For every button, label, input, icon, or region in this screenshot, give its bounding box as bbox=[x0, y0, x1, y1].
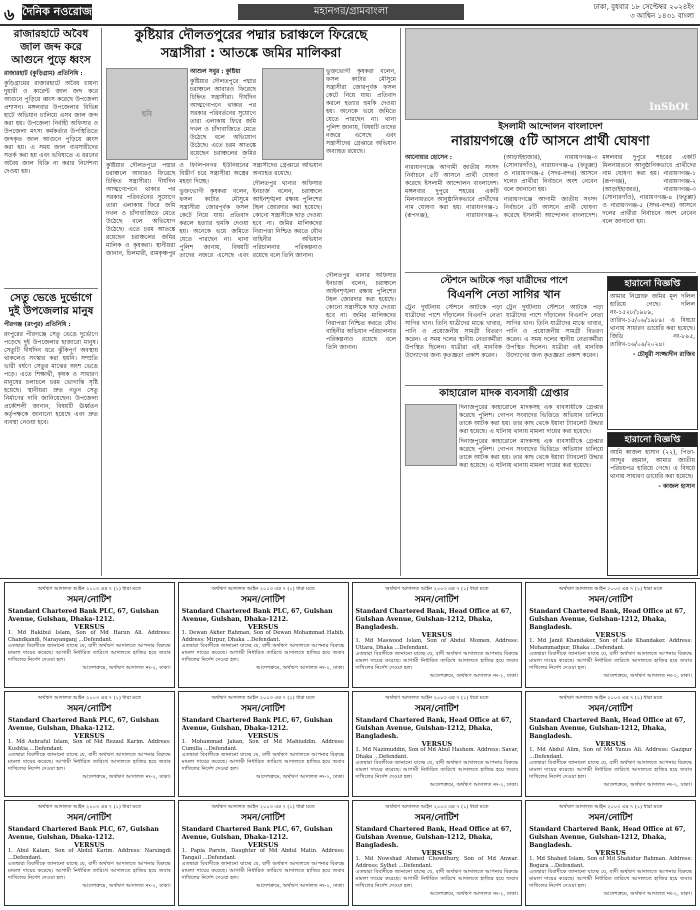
main-story-col-d bbox=[326, 272, 396, 574]
divider bbox=[0, 578, 700, 579]
byline: আনোয়ার হোসেন : bbox=[405, 154, 452, 161]
versus: VERSUS bbox=[595, 739, 626, 748]
legal-notice bbox=[352, 582, 523, 688]
legal-notice bbox=[352, 691, 523, 797]
legal-notice bbox=[4, 691, 175, 797]
versus: VERSUS bbox=[74, 622, 105, 631]
story-photo bbox=[262, 68, 324, 160]
defendant: 1. Mohammad Jahan, Son of Md Mahiuddin. Address: Cumilla ...Defendant. bbox=[181, 739, 345, 752]
byline: রাজারহাট (কুড়িগ্রাম) প্রতিনিধি : bbox=[4, 70, 83, 77]
notice-title: সমন/নোটিশ bbox=[241, 594, 286, 605]
versus: VERSUS bbox=[421, 630, 453, 639]
bottom-story-body bbox=[459, 404, 603, 574]
legal-notice bbox=[4, 800, 175, 906]
mid-story-body bbox=[405, 304, 603, 382]
notice-signature: আদেশক্রমে, অর্থঋণ আদালত নং-২, ঢাকা। bbox=[429, 891, 519, 898]
legal-notice bbox=[525, 691, 696, 797]
legal-notice bbox=[525, 800, 696, 906]
page-header bbox=[0, 0, 700, 26]
story-body: দৌলতপুর থানার অফিসার ইনচার্জ বলেন, চরাঞ্চলে আইনশৃঙ্খলা রক্ষায় পুলিশের টহল জোরদার করা হয়েছে। কোনো সন্ত্রাসীকে ছাড় দেওয়া হবে না। জমির মালিকদের নিরাপত্তা নিশ্চিত করতে যৌথ বাহিনীর অভিযান পরিচালনার পরিকল্পনাও রয়েছে বলে তিনি জানান। bbox=[252, 180, 322, 259]
notice-signature: আদেশক্রমে, অর্থঋণ আদালত নং-২, ঢাকা। bbox=[603, 673, 692, 680]
defendant: 1. Papia Parvin, Daughter of Md Abdul Matin. Address: Tangail ...Defendant. bbox=[181, 848, 345, 861]
left-story-2 bbox=[4, 292, 98, 574]
versus: VERSUS bbox=[247, 840, 279, 849]
byline: আশুল সবুর : কুষ্টিয়া bbox=[190, 68, 241, 75]
court-reference: অর্থঋণ আদালত আইন ২০০৩ এর ৭ (১) ধারা মতে bbox=[211, 586, 315, 592]
mid-headline-1: স্টেশনে আটকে পড়া যাত্রীদের পাশে bbox=[440, 276, 568, 286]
divider bbox=[4, 288, 98, 289]
defendant: 1. Md Nazimuddin, Son of Md Abul Hashem. Address: Savar, Dhaka ...Defendant. bbox=[355, 747, 519, 760]
section-title: মহানগর/গ্রামবাংলা bbox=[238, 4, 464, 20]
notice-signature: আদেশক্রমে, অর্থঋণ আদালত নং-২, ঢাকা। bbox=[603, 891, 692, 898]
right-headline: নারায়ণগঞ্জে ৫টি আসনে প্রার্থী ঘোষণা bbox=[451, 134, 650, 149]
court-reference: অর্থঋণ আদালত আইন ২০০৩ এর ৭ (১) ধারা মতে bbox=[559, 586, 663, 592]
plaintiff-bank: Standard Chartered Bank, Head Office at 67, Gulshan Avenue, Gulshan-1212, Dhaka, Bangladesh. bbox=[529, 716, 686, 740]
notice-body: আমার নিম্নোক্ত জমির মূল দলিল হারিয়ে গেছে। দলিল নং-১৫২৮/১৯৮৯, তারিখ-১৫/০৬/১৯৮৯। এ বিষয়ে থানায় সাধারণ ডায়েরি করা হয়েছে। জিডি নং-৮৯৫, তারিখ-১৬/০৯/২০২৪। - চৌধুরী সাজ্জাদীন রাজিব bbox=[610, 293, 695, 358]
notice-signature: আদেশক্রমে, অর্থঋণ আদালত নং-২, ঢাকা। bbox=[429, 782, 519, 789]
notice-signature: আদেশক্রমে, অর্থঋণ আদালত নং-২, ঢাকা। bbox=[82, 774, 171, 781]
notice-signature: আদেশক্রমে, অর্থঋণ আদালত নং-২, ঢাকা। bbox=[429, 673, 519, 680]
story-photo: InShOt bbox=[405, 28, 698, 120]
versus: VERSUS bbox=[421, 739, 453, 748]
story-body: কুষ্টিয়ার দৌলতপুরে পদ্মার চরাঞ্চলে আবারও ফিরেছে চিহ্নিত সন্ত্রাসীরা। দীর্ঘদিন আত্মগোপনে থাকার পর সরকার পরিবর্তনের সুযোগে তারা এলাকায় ফিরে জমি দখল ও চাঁদাবাজিতে মেতে উঠেছে বলে অভিযোগ উঠেছে। এতে চরম আতঙ্কে রয়েছেন চরাঞ্চলের জমির মালিক ও কৃষকরা। স্থানীয়রা জানান, চিলমারী, রামকৃষ্ণপুর ও ফিলিপনগর ইউনিয়নের বিস্তীর্ণ চরে সন্ত্রাসীরা অস্ত্রের মহড়া দিচ্ছে। bbox=[106, 162, 249, 257]
notice-body: এতদ্বারা বিবাদীকে জানানো যাচ্ছে যে, বাদী অর্থঋণ আদালতে আপনার বিরুদ্ধে মামলা দায়ের করেছে। আগামী নির্ধারিত তারিখে আদালতে হাজির হয়ে জবাব দাখিলের নির্দেশ দেওয়া হল। bbox=[181, 861, 345, 881]
main-story-col-b bbox=[326, 68, 396, 268]
legal-notice bbox=[178, 691, 349, 797]
main-story-col-a bbox=[190, 68, 256, 158]
kicker: ইসলামী আন্দোলন বাংলাদেশ bbox=[498, 122, 603, 132]
notice-title: সমন/নোটিশ bbox=[588, 812, 633, 823]
plaintiff-bank: Standard Chartered Bank PLC, 67, Gulshan Avenue, Gulshan, Dhaka-1212. bbox=[181, 607, 333, 623]
notice-signature: - কাজল হাসান bbox=[658, 483, 695, 490]
notice-title: সমন/নোটিশ bbox=[588, 703, 633, 714]
notice-body: এতদ্বারা বিবাদীকে জানানো যাচ্ছে যে, বাদী অর্থঋণ আদালতে আপনার বিরুদ্ধে মামলা দায়ের করেছে। আগামী নির্ধারিত তারিখে আদালতে হাজির হয়ে জবাব দাখিলের নির্দেশ দেওয়া হল। bbox=[355, 760, 519, 780]
notice-body: এতদ্বারা বিবাদীকে জানানো যাচ্ছে যে, বাদী অর্থঋণ আদালতে আপনার বিরুদ্ধে মামলা দায়ের করেছে। আগামী নির্ধারিত তারিখে আদালতে হাজির হয়ে জবাব দাখিলের নির্দেশ দেওয়া হল। bbox=[8, 752, 171, 772]
divider bbox=[400, 28, 401, 576]
legal-notice bbox=[178, 800, 349, 906]
story-body: কুষ্টিয়ার দৌলতপুরে পদ্মার চরাঞ্চলে আবারও ফিরেছে চিহ্নিত সন্ত্রাসীরা। দীর্ঘদিন আত্মগোপনে থাকার পর সরকার পরিবর্তনের সুযোগে তারা এলাকায় ফিরে জমি দখল ও চাঁদাবাজিতে মেতে উঠেছে বলে অভিযোগ উঠেছে। এতে চরম আতঙ্কে রয়েছেন চরাঞ্চলের জমির bbox=[190, 78, 256, 157]
court-reference: অর্থঋণ আদালত আইন ২০০৩ এর ৭ (১) ধারা মতে bbox=[385, 695, 489, 701]
story-body: নারায়ণগঞ্জে আগামী জাতীয় সংসদ নির্বাচনে ৫টি আসনে প্রার্থী ঘোষণা করেছে ইসলামী আন্দোলন বাংলাদেশ। মঙ্গলবার দুপুরে শহরের একটি মিলনায়তনে আনুষ্ঠানিকভাবে প্রার্থীদের নাম ঘোষণা করা হয়। নারায়ণগঞ্জ-১ (রূপগঞ্জ), নারায়ণগঞ্জ-২ (আড়াইহাজার), নারায়ণগঞ্জ-৩ (সোনারগাঁও), নারায়ণগঞ্জ-৪ (ফতুল্লা) ও নারায়ণগঞ্জ-৫ (সদর-বন্দর) আসনে দলের প্রার্থীরা নির্বাচনে অংশ নেবেন বলে জানানো হয়। bbox=[405, 154, 598, 219]
lost-notice-1 bbox=[607, 276, 698, 430]
notice-signature: আদেশক্রমে, অর্থঋণ আদালত নং-২, ঢাকা। bbox=[256, 883, 345, 890]
notice-title: হারানো বিজ্ঞপ্তি bbox=[608, 277, 697, 291]
notice-title: সমন/নোটিশ bbox=[67, 812, 112, 823]
plaintiff-bank: Standard Chartered Bank, Head Office at 67, Gulshan Avenue, Gulshan-1212, Dhaka, Bangladesh. bbox=[529, 607, 686, 631]
court-reference: অর্থঋণ আদালত আইন ২০০৩ এর ৭ (১) ধারা মতে bbox=[385, 804, 489, 810]
page-number: ৬ bbox=[4, 5, 15, 24]
story-photo: ছবি bbox=[106, 68, 188, 160]
court-reference: অর্থঋণ আদালত আইন ২০০৩ এর ৭ (১) ধারা মতে bbox=[37, 586, 141, 592]
story-body: দিনাজপুরের কাহারোলে মাদকসহ এক ব্যবসায়ীকে গ্রেপ্তার করেছে পুলিশ। গোপন সংবাদের ভিত্তিতে অভিযান চালিয়ে তাকে আটক করা হয়। তার কাছ থেকে ইয়াবা ট্যাবলেট উদ্ধার করা হয়েছে। এ ঘটনায় থানায় মামলা দায়ের করা হয়েছে। bbox=[459, 438, 603, 469]
byline: পীরগঞ্জ (রংপুর) প্রতিনিধি : bbox=[4, 321, 71, 328]
notice-body: এতদ্বারা বিবাদীকে জানানো যাচ্ছে যে, বাদী অর্থঋণ আদালতে আপনার বিরুদ্ধে মামলা দায়ের করেছে। আগামী নির্ধারিত তারিখে আদালতে হাজির হয়ে জবাব দাখিলের নির্দেশ দেওয়া হল। bbox=[355, 651, 519, 671]
notice-body: এতদ্বারা বিবাদীকে জানানো যাচ্ছে যে, বাদী অর্থঋণ আদালতে আপনার বিরুদ্ধে মামলা দায়ের করেছে। আগামী নির্ধারিত তারিখে আদালতে হাজির হয়ে জবাব দাখিলের নির্দেশ দেওয়া হল। bbox=[181, 643, 345, 663]
divider bbox=[405, 385, 603, 386]
bottom-headline: কাহারোল মাদক ব্যবসায়ী গ্রেপ্তার bbox=[439, 388, 569, 399]
headline: রাজারহাটে অবৈধ জাল জব্দ করে আগুনে পুড়ে ধ্বংস bbox=[11, 28, 91, 66]
defendant: 1. Md Jamil Khandaker, Son of Late Khandaker. Address: Mohammadpur, Dhaka ...Defendant. bbox=[529, 638, 692, 651]
divider bbox=[405, 272, 696, 273]
story-body: ট্রেন দুর্ঘটনায় স্টেশনে আটকে পড়া যাত্রীদের পাশে দাঁড়ালেন বিএনপি নেতা সাগির খান। তিনি যাত্রীদের মাঝে খাবার, পানি ও প্রয়োজনীয় সামগ্রী বিতরণ করেন। এ সময় দলের স্থানীয় নেতাকর্মীরা উপস্থিত ছিলেন। যাত্রীরা এই মানবিক উদ্যোগের জন্য কৃতজ্ঞতা প্রকাশ করেন। bbox=[506, 304, 603, 359]
date-line: ঢাকা, বুধবার ১৮ সেপ্টেম্বর ২০২৪ইং ৩ আশ্বিন ১৪৩১ বাংলা bbox=[593, 3, 694, 20]
story-body: ভুক্তভোগী কৃষকরা বলেন, ফসল কাটার মৌসুমে সন্ত্রাসীরা জোরপূর্বক ফসল কেটে নিয়ে যায়। প্রতিবাদ করলে হত্যার হুমকি দেওয়া হয়। অনেকে ভয়ে জমিতে যেতে পারছেন না। থানা পুলিশ জানায়, বিষয়টি তাদের নজরে এসেছে এবং সন্ত্রাসীদের গ্রেপ্তারে অভিযান অব্যাহত রয়েছে। bbox=[326, 68, 396, 155]
defendant: 1. Md Nowshad Ahmed Chowdhury, Son of Md Anwar. Address: Sylhet ...Defendant. bbox=[355, 856, 519, 869]
plaintiff-bank: Standard Chartered Bank PLC, 67, Gulshan Avenue, Gulshan, Dhaka-1212. bbox=[8, 825, 159, 841]
versus: VERSUS bbox=[74, 840, 105, 849]
court-reference: অর্থঋণ আদালত আইন ২০০৩ এর ৭ (১) ধারা মতে bbox=[559, 804, 663, 810]
notice-title: সমন/নোটিশ bbox=[67, 594, 112, 605]
notice-signature: আদেশক্রমে, অর্থঋণ আদালত নং-২, ঢাকা। bbox=[256, 774, 345, 781]
divider bbox=[101, 28, 102, 576]
defendant: 1. Md Shahed Islam, Son of Md Shahidur Rahman. Address: Bogura ...Defendant. bbox=[529, 856, 692, 869]
plaintiff-bank: Standard Chartered Bank PLC, 67, Gulshan Avenue, Gulshan, Dhaka-1212. bbox=[8, 716, 159, 732]
notice-title: সমন/নোটিশ bbox=[241, 703, 286, 714]
notice-body: এতদ্বারা বিবাদীকে জানানো যাচ্ছে যে, বাদী অর্থঋণ আদালতে আপনার বিরুদ্ধে মামলা দায়ের করেছে। আগামী নির্ধারিত তারিখে আদালতে হাজির হয়ে জবাব দাখিলের নির্দেশ দেওয়া হল। bbox=[355, 869, 519, 889]
defendant: 1. Abul Kalam, Son of Abdul Karim. Address: Narsingdi ...Defendant. bbox=[8, 848, 171, 861]
plaintiff-bank: Standard Chartered Bank, Head Office at 67, Gulshan Avenue, Gulshan-1212, Dhaka, Bangladesh. bbox=[355, 825, 512, 849]
plaintiff-bank: Standard Chartered Bank, Head Office at 67, Gulshan Avenue, Gulshan-1212, Dhaka, Bangladesh. bbox=[355, 607, 512, 631]
notice-title: সমন/নোটিশ bbox=[414, 703, 459, 714]
story-body: রংপুরের পীরগঞ্জে সেতু ভেঙে দুর্ভোগে পড়েছে দুই উপজেলার হাজারো মানুষ। সেতুটি দীর্ঘদিন ধরে ঝুঁকিপূর্ণ অবস্থায় থাকলেও সংস্কার করা হয়নি। সম্প্রতি ভারী বর্ষণে সেতুর মাঝের অংশ ভেঙে পড়ে। এতে শিক্ষার্থী, কৃষক ও সাধারণ মানুষের চলাচলে চরম ভোগান্তি সৃষ্টি হয়েছে। স্থানীয়রা দ্রুত নতুন সেতু নির্মাণের দাবি জানিয়েছেন। উপজেলা প্রকৌশলী জানান, বিষয়টি ঊর্ধ্বতন কর্তৃপক্ষকে জানানো হয়েছে এবং দ্রুত ব্যবস্থা নেওয়া হবে। bbox=[4, 331, 98, 426]
defendant: 1. Md Abdul Alim, Son of Md Yunus Ali. Address: Gazipur ...Defendant. bbox=[529, 747, 692, 760]
legal-notice bbox=[178, 582, 349, 688]
versus: VERSUS bbox=[74, 731, 105, 740]
headline: সেতু ভেঙে দুর্ভোগে দুই উপজেলার মানুষ bbox=[8, 292, 94, 317]
legal-notice bbox=[352, 800, 523, 906]
notice-signature: আদেশক্রমে, অর্থঋণ আদালত নং-২, ঢাকা। bbox=[82, 665, 171, 672]
legal-notice bbox=[4, 582, 175, 688]
newspaper-logo: দৈনিক নওরোজ bbox=[22, 5, 92, 18]
defendant: 1. Dewan Akher Rahman, Son of Dewan Mohammad Habib. Address: Mirpur, Dhaka ...Defendant. bbox=[181, 630, 345, 643]
notice-title: সমন/নোটিশ bbox=[414, 812, 459, 823]
notice-signature: আদেশক্রমে, অর্থঋণ আদালত নং-২, ঢাকা। bbox=[603, 782, 692, 789]
lost-notice-2 bbox=[607, 432, 698, 576]
story-body: দৌলতপুর থানার অফিসার ইনচার্জ বলেন, চরাঞ্চলে আইনশৃঙ্খলা রক্ষায় পুলিশের টহল জোরদার করা হয়েছে। কোনো সন্ত্রাসীকে ছাড় দেওয়া হবে না। জমির মালিকদের নিরাপত্তা নিশ্চিত করতে যৌথ বাহিনীর অভিযান পরিচালনার পরিকল্পনাও রয়েছে বলে তিনি জানান। bbox=[326, 272, 396, 351]
notice-body: এতদ্বারা বিবাদীকে জানানো যাচ্ছে যে, বাদী অর্থঋণ আদালতে আপনার বিরুদ্ধে মামলা দায়ের করেছে। আগামী নির্ধারিত তারিখে আদালতে হাজির হয়ে জবাব দাখিলের নির্দেশ দেওয়া হল। bbox=[8, 643, 171, 663]
court-reference: অর্থঋণ আদালত আইন ২০০৩ এর ৭ (১) ধারা মতে bbox=[211, 695, 315, 701]
plaintiff-bank: Standard Chartered Bank PLC, 67, Gulshan Avenue, Gulshan, Dhaka-1212. bbox=[181, 716, 333, 732]
plaintiff-bank: Standard Chartered Bank, Head Office at 67, Gulshan Avenue, Gulshan-1212, Dhaka, Bangladesh. bbox=[355, 716, 512, 740]
main-headline-1: কুষ্টিয়ার দৌলতপুরের পদ্মার চরাঞ্চলে ফিরেছে bbox=[134, 28, 368, 43]
versus: VERSUS bbox=[247, 622, 279, 631]
right-story-body bbox=[405, 154, 696, 269]
notice-signature: - চৌধুরী সাজ্জাদীন রাজিব bbox=[632, 351, 695, 358]
notice-body: এতদ্বারা বিবাদীকে জানানো যাচ্ছে যে, বাদী অর্থঋণ আদালতে আপনার বিরুদ্ধে মামলা দায়ের করেছে। আগামী নির্ধারিত তারিখে আদালতে হাজির হয়ে জবাব দাখিলের নির্দেশ দেওয়া হল। bbox=[8, 861, 171, 881]
plaintiff-bank: Standard Chartered Bank PLC, 67, Gulshan Avenue, Gulshan, Dhaka-1212. bbox=[181, 825, 333, 841]
notice-body: এতদ্বারা বিবাদীকে জানানো যাচ্ছে যে, বাদী অর্থঋণ আদালতে আপনার বিরুদ্ধে মামলা দায়ের করেছে। আগামী নির্ধারিত তারিখে আদালতে হাজির হয়ে জবাব দাখিলের নির্দেশ দেওয়া হল। bbox=[529, 651, 692, 671]
court-reference: অর্থঋণ আদালত আইন ২০০৩ এর ৭ (১) ধারা মতে bbox=[37, 804, 141, 810]
story-body: কুড়িগ্রামের রাজারহাটে অবৈধ চায়না দুয়ারী ও কারেন্ট জাল জব্দ করে আগুনে পুড়িয়ে ধ্বংস করেছে উপজেলা প্রশাসন। মঙ্গলবার উপজেলার বিভিন্ন হাটে অভিযান চালিয়ে এসব জাল জব্দ করা হয়। উপজেলা নির্বাহী অফিসার ও উপজেলা মৎস্য কর্মকর্তার উপস্থিতিতে জব্দকৃত জাল আগুনে পুড়িয়ে ধ্বংস করা হয়। এ সময় জাল ব্যবসায়ীদের সতর্ক করা হয় এবং ভবিষ্যতে এ ধরনের অবৈধ জাল বিক্রি না করার নির্দেশনা দেওয়া হয়। bbox=[4, 80, 98, 175]
story-body: ট্রেন দুর্ঘটনায় স্টেশনে আটকে পড়া যাত্রীদের পাশে দাঁড়ালেন বিএনপি নেতা সাগির খান। তিনি যাত্রীদের মাঝে খাবার, পানি ও প্রয়োজনীয় সামগ্রী বিতরণ করেন। এ সময় দলের স্থানীয় নেতাকর্মীরা উপস্থিত ছিলেন। যাত্রীরা এই মানবিক উদ্যোগের জন্য কৃতজ্ঞতা প্রকাশ করেন। bbox=[405, 304, 502, 359]
plaintiff-bank: Standard Chartered Bank PLC, 67, Gulshan Avenue, Gulshan, Dhaka-1212. bbox=[8, 607, 159, 623]
story-photo bbox=[405, 404, 457, 466]
story-body: ভুক্তভোগী কৃষকরা বলেন, ফসল কাটার মৌসুমে সন্ত্রাসীরা জোরপূর্বক ফসল কেটে নিয়ে যায়। প্রতিবাদ করলে হত্যার হুমকি দেওয়া হয়। অনেকে ভয়ে জমিতে যেতে পারছেন না। থানা পুলিশ জানায়, বিষয়টি তাদের নজরে এসেছে এবং সন্ত্রাসীদের গ্রেপ্তারে অভিযান অব্যাহত রয়েছে। bbox=[179, 162, 322, 259]
versus: VERSUS bbox=[595, 630, 626, 639]
notice-signature: আদেশক্রমে, অর্থঋণ আদালত নং-২, ঢাকা। bbox=[82, 883, 171, 890]
versus: VERSUS bbox=[247, 731, 279, 740]
notice-title: সমন/নোটিশ bbox=[588, 594, 633, 605]
notice-body: আমি কাজল হাসান (২২), পিতা- আব্দুর রহমান, আমার জাতীয় পরিচয়পত্র হারিয়ে গেছে। এ বিষয়ে থানায় সাধারণ ডায়েরি করা হয়েছে। - কাজল হাসান bbox=[610, 449, 695, 490]
defendant: 1. Md Rakibul Islam, Son of Md Harun Ali. Address: Chandkandi, Narayanganj ...Defendant. bbox=[8, 630, 171, 643]
notice-title: সমন/নোটিশ bbox=[67, 703, 112, 714]
notice-signature: আদেশক্রমে, অর্থঋণ আদালত নং-২, ঢাকা। bbox=[256, 665, 345, 672]
notice-body: এতদ্বারা বিবাদীকে জানানো যাচ্ছে যে, বাদী অর্থঋণ আদালতে আপনার বিরুদ্ধে মামলা দায়ের করেছে। আগামী নির্ধারিত তারিখে আদালতে হাজির হয়ে জবাব দাখিলের নির্দেশ দেওয়া হল। bbox=[529, 869, 692, 889]
legal-notice bbox=[525, 582, 696, 688]
plaintiff-bank: Standard Chartered Bank, Head Office at 67, Gulshan Avenue, Gulshan-1212, Dhaka, Bangladesh. bbox=[529, 825, 686, 849]
main-headline-2: সন্ত্রাসীরা : আতঙ্কে জমির মালিকরা bbox=[160, 46, 342, 61]
notice-title: হারানো বিজ্ঞপ্তি bbox=[608, 433, 697, 447]
left-story-1 bbox=[4, 28, 98, 286]
mid-headline-2: বিএনপি নেতা সাগির খান bbox=[447, 288, 561, 301]
notice-title: সমন/নোটিশ bbox=[241, 812, 286, 823]
versus: VERSUS bbox=[421, 848, 453, 857]
story-body: নারায়ণগঞ্জে আগামী জাতীয় সংসদ নির্বাচনে ৫টি আসনে প্রার্থী ঘোষণা করেছে ইসলামী আন্দোলন বাংলাদেশ। মঙ্গলবার দুপুরে শহরের একটি মিলনায়তনে আনুষ্ঠানিকভাবে প্রার্থীদের নাম ঘোষণা করা হয়। নারায়ণগঞ্জ-১ (রূপগঞ্জ), নারায়ণগঞ্জ-২ (আড়াইহাজার), নারায়ণগঞ্জ-৩ (সোনারগাঁও), নারায়ণগঞ্জ-৪ (ফতুল্লা) ও নারায়ণগঞ্জ-৫ (সদর-বন্দর) আসনে দলের প্রার্থীরা নির্বাচনে অংশ নেবেন বলে জানানো হয়। bbox=[503, 154, 696, 225]
notice-body: এতদ্বারা বিবাদীকে জানানো যাচ্ছে যে, বাদী অর্থঋণ আদালতে আপনার বিরুদ্ধে মামলা দায়ের করেছে। আগামী নির্ধারিত তারিখে আদালতে হাজির হয়ে জবাব দাখিলের নির্দেশ দেওয়া হল। bbox=[529, 760, 692, 780]
court-reference: অর্থঋণ আদালত আইন ২০০৩ এর ৭ (১) ধারা মতে bbox=[211, 804, 315, 810]
notice-body: এতদ্বারা বিবাদীকে জানানো যাচ্ছে যে, বাদী অর্থঋণ আদালতে আপনার বিরুদ্ধে মামলা দায়ের করেছে। আগামী নির্ধারিত তারিখে আদালতে হাজির হয়ে জবাব দাখিলের নির্দেশ দেওয়া হল। bbox=[181, 752, 345, 772]
court-reference: অর্থঋণ আদালত আইন ২০০৩ এর ৭ (১) ধারা মতে bbox=[559, 695, 663, 701]
main-story-col-c bbox=[106, 162, 322, 574]
story-body: দিনাজপুরের কাহারোলে মাদকসহ এক ব্যবসায়ীকে গ্রেপ্তার করেছে পুলিশ। গোপন সংবাদের ভিত্তিতে অভিযান চালিয়ে তাকে আটক করা হয়। তার কাছ থেকে ইয়াবা ট্যাবলেট উদ্ধার করা হয়েছে। এ ঘটনায় থানায় মামলা দায়ের করা হয়েছে। bbox=[459, 404, 603, 435]
court-reference: অর্থঋণ আদালত আইন ২০০৩ এর ৭ (১) ধারা মতে bbox=[37, 695, 141, 701]
court-reference: অর্থঋণ আদালত আইন ২০০৩ এর ৭ (১) ধারা মতে bbox=[385, 586, 489, 592]
defendant: 1. Md Maswood Islam, Son of Abdul Momen. Address: Uttara, Dhaka ...Defendant. bbox=[355, 638, 519, 651]
defendant: 1. Md Ashraful Islam, Son of Md Rezaul Karim. Address: Kushtia ...Defendant. bbox=[8, 739, 171, 752]
notice-title: সমন/নোটিশ bbox=[414, 594, 459, 605]
versus: VERSUS bbox=[595, 848, 626, 857]
